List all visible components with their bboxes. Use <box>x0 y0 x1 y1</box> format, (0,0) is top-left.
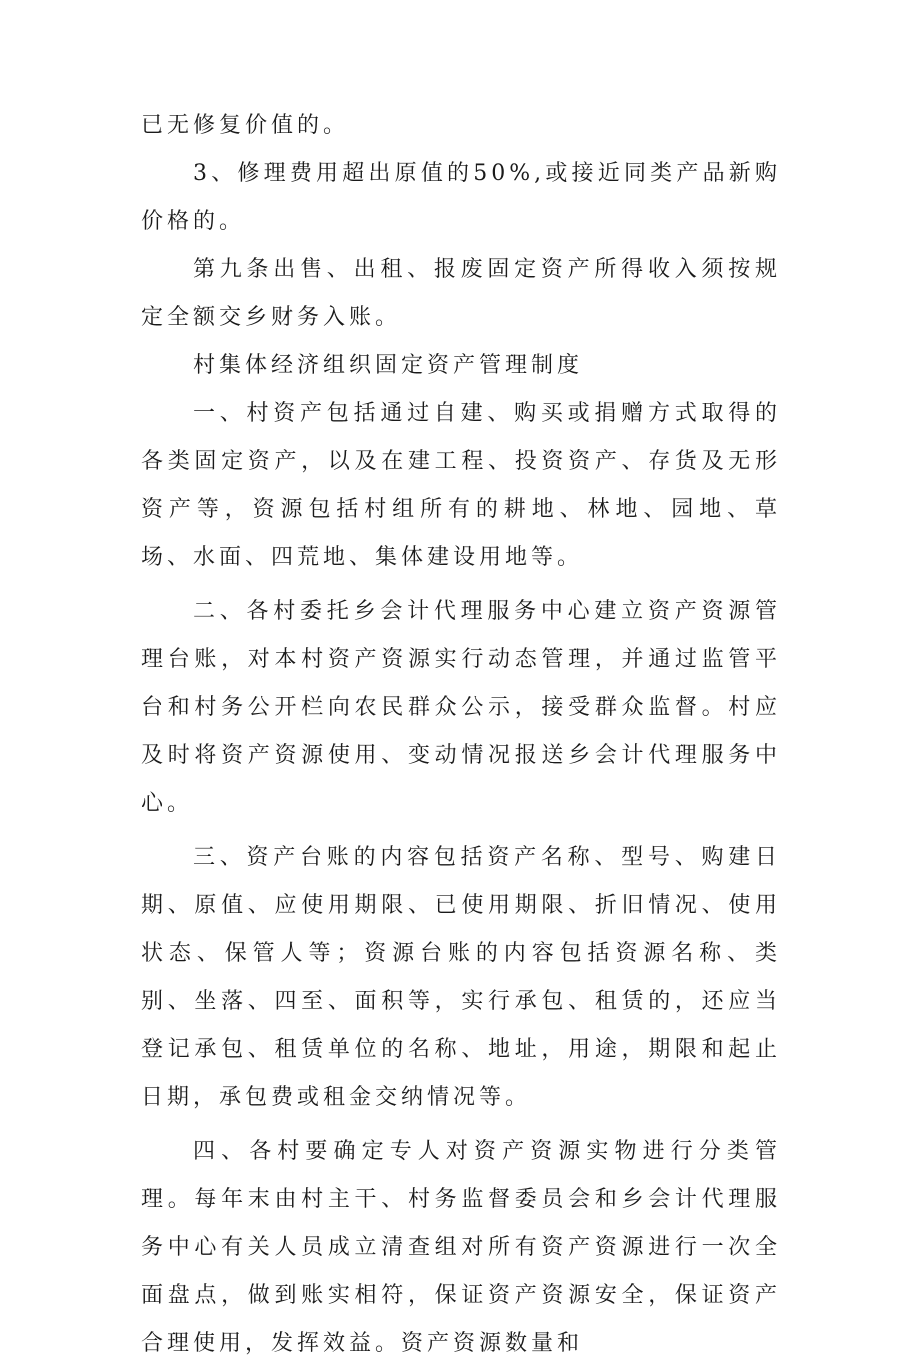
paragraph-clause-3: 三、资产台账的内容包括资产名称、型号、购建日期、原值、应使用期限、已使用期限、折旧情况、使用状态、保管人等；资源台账的内容包括资源名称、类别、坐落、四至、面积等，实行承包、租赁的，还应当登记承包、租赁单位的名称、地址，用途，期限和起止日期，承包费或租金交纳情况等。 <box>141 845 781 1110</box>
paragraph-clause-2: 二、各村委托乡会计代理服务中心建立资产资源管理台账，对本村资产资源实行动态管理，并通过监管平台和村务公开栏向农民群众公示，接受群众监督。村应及时将资产资源使用、变动情况报送乡会计代理服务中心。 <box>141 599 781 816</box>
document-body <box>141 102 781 1368</box>
paragraph-clause-4: 四、各村要确定专人对资产资源实物进行分类管理。每年末由村主干、村务监督委员会和乡会计代理服务中心有关人员成立清查组对所有资产资源进行一次全面盘点，做到账实相符，保证资产资源安全，保证资产合理使用，发挥效益。资产资源数量和 <box>141 1139 781 1356</box>
paragraph-clause-1: 一、村资产包括通过自建、购买或捐赠方式取得的各类固定资产，以及在建工程、投资资产、存货及无形资产等，资源包括村组所有的耕地、林地、园地、草场、水面、四荒地、集体建设用地等。 <box>141 401 781 570</box>
paragraph-item-3: 3、修理费用超出原值的50%,或接近同类产品新购价格的。 <box>141 161 781 234</box>
section-heading: 村集体经济组织固定资产管理制度 <box>193 353 584 378</box>
paragraph-continuation: 已无修复价值的。 <box>141 113 350 138</box>
paragraph-article-9: 第九条出售、出租、报废固定资产所得收入须按规定全额交乡财务入账。 <box>141 257 781 330</box>
